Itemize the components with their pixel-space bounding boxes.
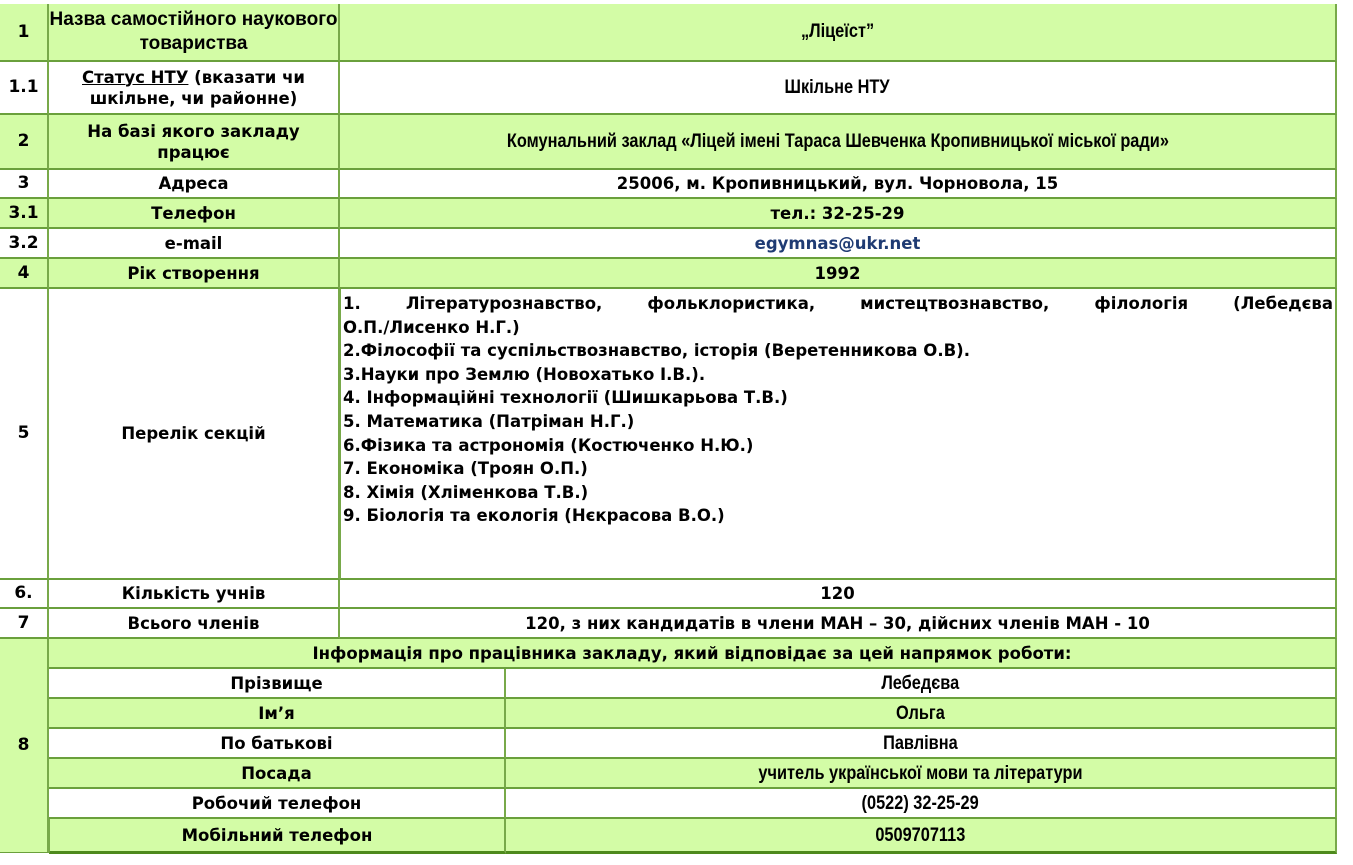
section-item: 1. Літературознавство, фольклористика, мистецтвознавство, філологія (Лебедєва	[343, 294, 1333, 313]
surname-label: Прізвище	[49, 669, 506, 699]
society-name-value	[340, 4, 1337, 62]
section-item: 3.Науки про Землю (Новохатько І.В.).	[343, 364, 706, 384]
row-2-number: 2	[0, 115, 49, 170]
address-value: 25006, м. Кропивницький, вул. Чорновола, 15	[340, 170, 1337, 199]
society-name-text: „Ліцеїст”	[800, 21, 875, 42]
patronymic-value-text: Павлівна	[883, 732, 958, 754]
members-value: 120, з них кандидатів в члени МАН – 30, дійсних членів МАН - 10	[340, 609, 1337, 639]
work-phone-value-text: (0522) 32-25-29	[861, 792, 980, 814]
email-cell	[340, 229, 1337, 259]
row-3-number: 3	[0, 170, 49, 199]
row-7-label: Всього членів	[49, 609, 340, 639]
row-1-1-label-text	[49, 67, 338, 109]
patronymic-label: По батькові	[49, 729, 506, 759]
employee-info-header: Інформація про працівника закладу, який відповідає за цей напрямок роботи:	[49, 639, 1337, 669]
row-3-1-label: Телефон	[49, 199, 340, 229]
surname-value	[506, 669, 1337, 699]
row-6-label: Кількість учнів	[49, 580, 340, 609]
position-label: Посада	[49, 759, 506, 789]
row-1-1-label	[49, 62, 340, 115]
row-4-label: Рік створення	[49, 259, 340, 289]
row-3-1-number: 3.1	[0, 199, 49, 229]
row-4-number: 4	[0, 259, 49, 289]
row-1-number: 1	[0, 4, 49, 62]
row-3-label: Адреса	[49, 170, 340, 199]
section-item: 8. Хімія (Хліменкова Т.В.)	[343, 482, 589, 502]
position-value	[506, 759, 1337, 789]
first-name-value	[506, 699, 1337, 729]
section-item: 9. Біологія та екологія (Нєкрасова В.О.)	[343, 506, 725, 526]
status-value	[340, 62, 1337, 115]
mobile-phone-value-text: 0509707113	[875, 824, 966, 846]
row-6-number: 6.	[0, 580, 49, 609]
work-phone-label: Робочий телефон	[49, 789, 506, 819]
section-item: 7. Економіка (Троян О.П.)	[343, 459, 588, 479]
row-1-label: Назва самостійного наукового товариства	[49, 4, 340, 62]
section-item: 5. Математика (Патріман Н.Г.)	[343, 411, 635, 431]
first-name-label: Ім’я	[49, 699, 506, 729]
year-value: 1992	[340, 259, 1337, 289]
row-3-2-label: e-mail	[49, 229, 340, 259]
phone-value: тел.: 32-25-29	[340, 199, 1337, 229]
mobile-phone-value	[506, 819, 1337, 854]
section-item: 6.Фізика та астрономія (Костюченко Н.Ю.)	[343, 435, 754, 455]
patronymic-value	[506, 729, 1337, 759]
section-item: 4. Інформаційні технології (Шишкарьова Т.В.)	[343, 388, 788, 408]
row-3-2-number: 3.2	[0, 229, 49, 259]
first-name-value-text: Ольга	[896, 702, 945, 724]
section-item: 2.Філософії та суспільствознавство, історія (Веретенникова О.В).	[343, 341, 970, 361]
row-5-label: Перелік секцій	[49, 289, 340, 580]
status-underlined: Статус НТУ	[82, 67, 189, 87]
surname-value-text: Лебедєва	[881, 672, 960, 694]
row-8-number: 8	[0, 639, 49, 853]
position-value-text: учитель української мови та літератури	[758, 762, 1083, 784]
row-2-label: На базі якого закладу працює	[49, 115, 340, 170]
students-count-value: 120	[340, 580, 1337, 609]
status-rest: (вказати чи шкільне, чи районне)	[89, 67, 305, 108]
email-link[interactable]: egymnas@ukr.net	[754, 233, 921, 253]
row-1-1-number: 1.1	[0, 62, 49, 115]
section-item: О.П./Лисенко Н.Г.)	[343, 317, 520, 337]
row-7-number: 7	[0, 609, 49, 639]
status-value-text: Шкільне НТУ	[784, 77, 890, 98]
institution-value-text: Комунальний заклад «Ліцей імені Тараса Шевченка Кропивницької міської ради»	[506, 131, 1169, 152]
mobile-phone-label: Мобільний телефон	[49, 819, 506, 854]
work-phone-value	[506, 789, 1337, 819]
institution-value	[340, 115, 1337, 170]
sections-list	[340, 289, 1337, 580]
row-5-number: 5	[0, 289, 49, 580]
